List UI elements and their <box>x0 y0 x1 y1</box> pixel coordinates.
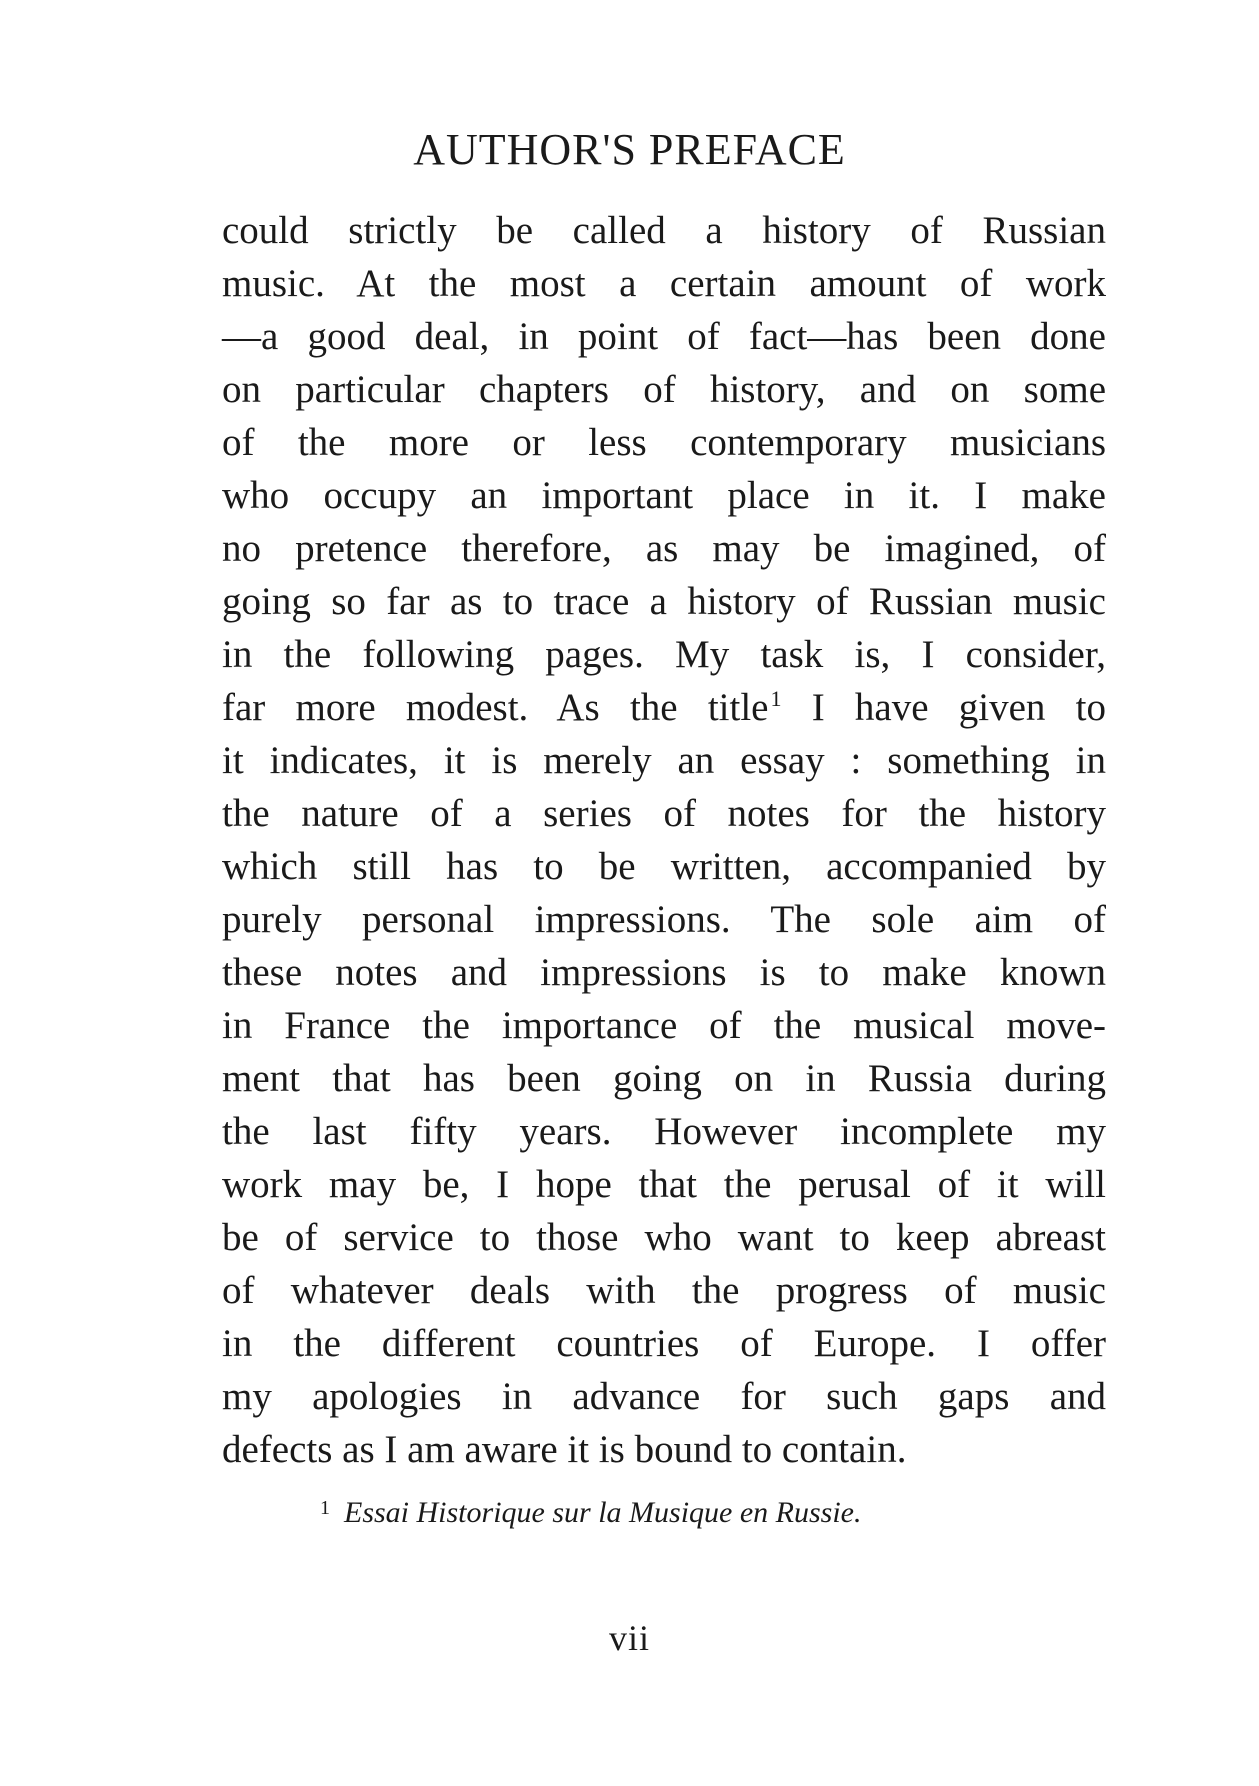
footnote-marker: 1 <box>320 1497 330 1519</box>
text-line: of the more or less contemporary musicians <box>222 421 1106 464</box>
text-line: these notes and impressions is to make known <box>222 951 1106 994</box>
text-line: on particular chapters of history, and on some <box>222 368 1106 411</box>
body-text <box>222 204 1106 1476</box>
text-line: which still has to be written, accompanied by <box>222 845 1106 888</box>
text-line-part: far more modest. As the title <box>222 686 769 729</box>
text-line: work may be, I hope that the perusal of it will <box>222 1163 1106 1206</box>
text-line: the last fifty years. However incomplete my <box>222 1110 1106 1153</box>
footnote-text: Essai Historique sur la Musique en Russie. <box>344 1496 862 1529</box>
footnote-reference: 1 <box>770 686 782 711</box>
text-line: in the different countries of Europe. I offer <box>222 1322 1106 1365</box>
running-head: AUTHOR'S PREFACE <box>413 125 846 174</box>
text-line: no pretence therefore, as may be imagined, of <box>222 527 1106 570</box>
text-line: purely personal impressions. The sole aim of <box>222 898 1106 941</box>
text-line-part: I have given to <box>781 686 1106 729</box>
text-line: —a good deal, in point of fact—has been done <box>222 315 1106 358</box>
text-line: the nature of a series of notes for the history <box>222 792 1106 835</box>
text-line-last: defects as I am aware it is bound to contain. <box>222 1428 907 1471</box>
text-line: be of service to those who want to keep abreast <box>222 1216 1106 1259</box>
text-line: my apologies in advance for such gaps and <box>222 1375 1106 1418</box>
text-line-with-footnote-ref <box>222 681 1106 734</box>
footnote <box>320 1498 1100 1528</box>
text-line: could strictly be called a history of Russian <box>222 209 1106 252</box>
text-line: music. At the most a certain amount of work <box>222 262 1106 305</box>
text-line: going so far as to trace a history of Russian music <box>222 580 1106 623</box>
text-line: who occupy an important place in it. I make <box>222 474 1106 517</box>
text-line: of whatever deals with the progress of music <box>222 1269 1106 1312</box>
text-line: in France the importance of the musical move- <box>222 1004 1106 1047</box>
page-number: vii <box>608 1618 650 1658</box>
text-line: in the following pages. My task is, I consider, <box>222 633 1106 676</box>
text-line: ment that has been going on in Russia during <box>222 1057 1106 1100</box>
text-line: it indicates, it is merely an essay : something in <box>222 739 1106 782</box>
